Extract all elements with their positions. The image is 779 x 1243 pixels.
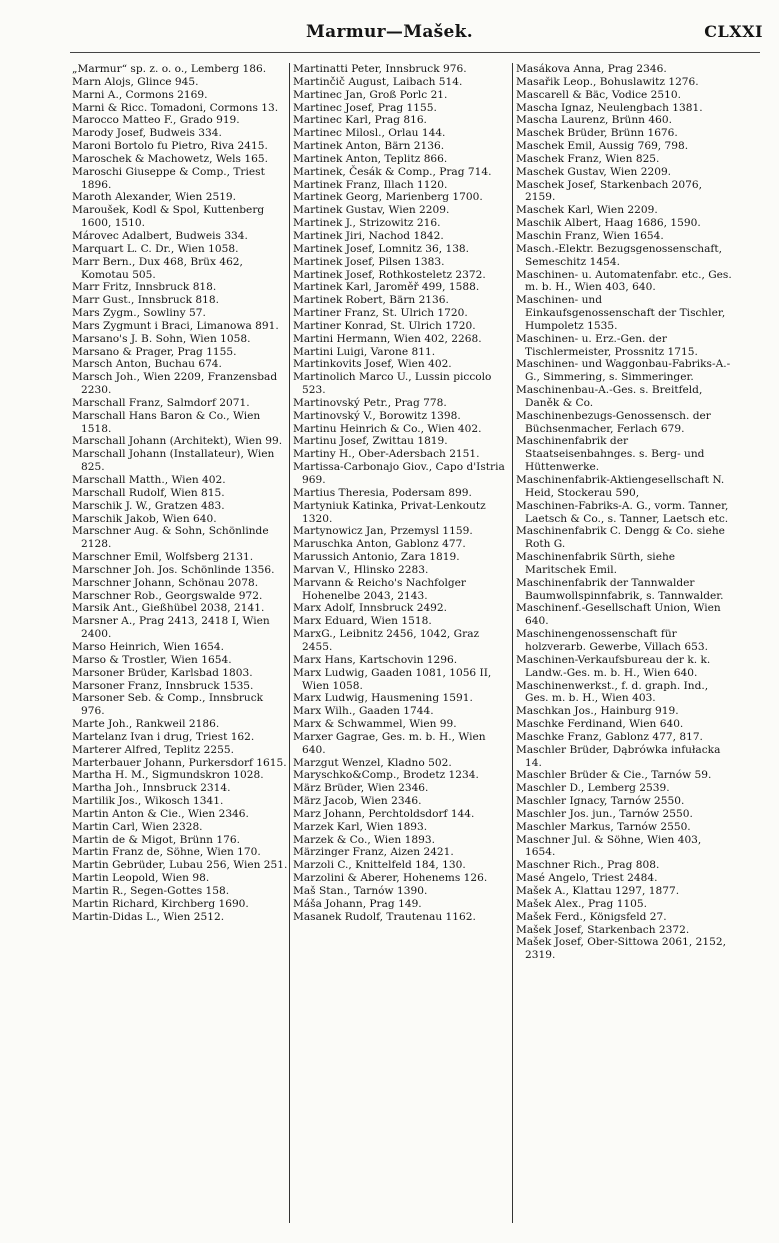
directory-entry: Martyniuk Katinka, Privat-Lenkoutz 1320.: [293, 499, 486, 525]
directory-entry: Maschinen- u. Erz.-Gen. der Tischlermeister, Prossnitz 1715.: [516, 332, 698, 358]
directory-entry: Maschinenbezugs-Genossensch. der Büchsenmacher, Ferlach 679.: [516, 409, 711, 435]
header-rule: [70, 52, 760, 53]
directory-entry: Marr Gust., Innsbruck 818.: [72, 294, 219, 307]
directory-entry: Maroth Alexander, Wien 2519.: [72, 191, 237, 204]
directory-entry: Martinec Jan, Groß Porlc 21.: [293, 88, 448, 101]
directory-entry: Maschinenbau-A.-Ges. s. Breitfeld, Daněk & Co.: [516, 384, 703, 409]
directory-entry: Martinu Heinrich & Co., Wien 402.: [293, 422, 482, 435]
directory-entry: Marso & Trostler, Wien 1654.: [72, 653, 232, 666]
directory-entry: Maschner Rich., Prag 808.: [516, 859, 660, 872]
directory-entry: Marx & Schwammel, Wien 99.: [293, 718, 457, 731]
directory-entry: Maschkan Jos., Hainburg 919.: [516, 705, 679, 718]
directory-entry: Marsoner Franz, Innsbruck 1535.: [72, 679, 254, 692]
directory-entry: Maschinenf.-Gesellschaft Union, Wien 640.: [516, 602, 721, 628]
directory-entry: Maschek Franz, Wien 825.: [516, 152, 660, 165]
directory-entry: Marzgut Wenzel, Kladno 502.: [293, 756, 452, 769]
directory-entry: Marschall Hans Baron & Co., Wien 1518.: [72, 409, 261, 435]
directory-entry: Maschek Brüder, Brünn 1676.: [516, 127, 678, 140]
directory-entry: Maschinengenossenschaft für holzverarb. Gewerbe, Villach 653.: [516, 628, 708, 653]
directory-entry: Marschall Johann (Installateur), Wien 825.: [72, 448, 275, 474]
directory-entry: Marsik Ant., Gießhübel 2038, 2141.: [72, 602, 265, 615]
directory-entry: Marschner Rob., Georgswalde 972.: [72, 589, 263, 602]
directory-entry: Mašek A., Klattau 1297, 1877.: [516, 885, 680, 897]
directory-entry: Marzek Karl, Wien 1893.: [293, 820, 428, 833]
directory-entry: Mars Zygmunt i Braci, Limanowa 891.: [72, 319, 279, 332]
directory-entry: Marschik Jakob, Wien 640.: [72, 512, 217, 525]
directory-entry: Marschner Aug. & Sohn, Schönlinde 2128.: [72, 525, 269, 551]
directory-entry: Maschinenfabrik der Tannwalder Baumwollspinnfabrik, s. Tannwalder.: [516, 576, 724, 602]
directory-entry: Marn Alojs, Glince 945.: [72, 75, 199, 88]
directory-entry: Maschinenfabrik-Aktiengesellschaft N. Heid, Stockerau 590,: [516, 474, 725, 499]
directory-entry: Marschner Emil, Wolfsberg 2131.: [72, 551, 254, 564]
directory-entry: Marquart L. C. Dr., Wien 1058.: [72, 242, 239, 255]
directory-entry: Martinatti Peter, Innsbruck 976.: [293, 63, 467, 75]
directory-entry: Maschinenfabrik der Staatseisenbahnges. s. Berg- und Hüttenwerke.: [516, 435, 705, 474]
directory-entry: Masé Angelo, Triest 2484.: [516, 872, 658, 885]
directory-entry: Marsano's J. B. Sohn, Wien 1058.: [72, 332, 251, 345]
directory-entry: Martilik Jos., Wikosch 1341.: [72, 795, 224, 808]
directory-entry: MarxG., Leibnitz 2456, 1042, Graz 2455.: [293, 628, 480, 653]
directory-entry: Mašek Josef, Ober-Sittowa 2061, 2152, 2319.: [516, 936, 726, 962]
directory-entry: Martinek Josef, Rothkosteletz 2372.: [293, 268, 486, 281]
directory-entry: Marschall Franz, Salmdorf 2071.: [72, 396, 250, 409]
directory-entry: Marschall Matth., Wien 402.: [72, 474, 226, 486]
directory-entry: Martinek Anton, Bärn 2136.: [293, 140, 445, 153]
directory-entry: Martinek Karl, Jaroměř 499, 1588.: [293, 281, 480, 294]
directory-entry: Martinovský V., Borowitz 1398.: [293, 409, 461, 422]
directory-entry: Maruschka Anton, Gablonz 477.: [293, 538, 466, 551]
directory-entry: Marx Ludwig, Hausmening 1591.: [293, 692, 473, 705]
directory-entry: Maroni Bortolo fu Pietro, Riva 2415.: [72, 140, 268, 153]
directory-entry: Martinek Gustav, Wien 2209.: [293, 204, 450, 217]
directory-entry: Martinek Georg, Marienberg 1700.: [293, 191, 483, 204]
directory-entry: Marzoli C., Knittelfeld 184, 130.: [293, 859, 466, 872]
directory-entry: Martinek J., Strizowitz 216.: [293, 217, 441, 230]
directory-entry: Marschner Johann, Schönau 2078.: [72, 576, 259, 589]
directory-entry: Martinek Franz, Illach 1120.: [293, 178, 448, 191]
directory-entry: Marr Fritz, Innsbruck 818.: [72, 281, 217, 294]
directory-entry: Marte Joh., Rankweil 2186.: [72, 718, 220, 731]
directory-entry: Marr Bern., Dux 468, Brüx 462, Komotau 505.: [72, 255, 243, 281]
directory-entry: Maryschko&Comp., Brodetz 1234.: [293, 769, 479, 782]
directory-entry: „Marmur“ sp. z. o. o., Lemberg 186.: [72, 63, 267, 75]
directory-entry: Maroschek & Machowetz, Wels 165.: [72, 152, 268, 165]
directory-entry: Martelanz Ivan i drug, Triest 162.: [72, 730, 255, 743]
directory-column-3: [512, 63, 734, 1223]
directory-entry: Martinek, Česák & Comp., Prag 714.: [293, 165, 492, 178]
directory-entry: Martinek Jiri, Nachod 1842.: [293, 229, 444, 242]
directory-entry: Maschek Josef, Starkenbach 2076, 2159.: [516, 178, 702, 204]
directory-entry: Maschke Franz, Gablonz 477, 817.: [516, 730, 703, 743]
directory-entry: Maschler Brüder, Dąbrówka infułacka 14.: [516, 743, 721, 769]
directory-entry: Martinec Josef, Prag 1155.: [293, 101, 437, 114]
directory-entry: Maschinen- und Waggonbau-Fabriks-A.-G., Simmering, s. Simmeringer.: [516, 358, 731, 384]
directory-entry: Marschall Johann (Architekt), Wien 99.: [72, 435, 283, 448]
directory-entry: Marsch Anton, Buchau 674.: [72, 358, 222, 371]
directory-entry: Mars Zygm., Sowliny 57.: [72, 307, 206, 320]
page-number: CLXXI: [704, 22, 763, 41]
directory-entry: Marni A., Cormons 2169.: [72, 88, 208, 101]
directory-entry: Marx Eduard, Wien 1518.: [293, 615, 432, 628]
directory-entry: Martiner Franz, St. Ulrich 1720.: [293, 307, 468, 320]
directory-entry: Martinovský Petr., Prag 778.: [293, 396, 447, 409]
directory-entry: Maschner Jul. & Söhne, Wien 403, 1654.: [516, 833, 702, 859]
directory-entry: Marni & Ricc. Tomadoni, Cormons 13.: [72, 101, 279, 114]
page-header: [0, 22, 779, 46]
directory-entry: Marx Wilh., Gaaden 1744.: [293, 705, 434, 718]
directory-entry: Marocco Matteo F., Grado 919.: [72, 114, 240, 127]
directory-entry: Maschin Franz, Wien 1654.: [516, 229, 664, 242]
directory-entry: Martin R., Segen-Gottes 158.: [72, 885, 230, 897]
directory-entry: Martiny H., Ober-Adersbach 2151.: [293, 448, 480, 461]
directory-entry: Martinec Karl, Prag 816.: [293, 114, 427, 127]
directory-entry: Marvan V., Hlinsko 2283.: [293, 563, 429, 576]
directory-entry: Martini Luigi, Varone 811.: [293, 345, 436, 358]
directory-entry: Maschinen-Verkaufsbureau der k. k. Landw.-Ges. m. b. H., Wien 640.: [516, 653, 711, 679]
directory-entry: Martinčič August, Laibach 514.: [293, 75, 463, 88]
directory-entry: Martissa-Carbonajo Giov., Capo d'Istria 969.: [293, 461, 505, 486]
directory-entry: Martinec Milosl., Orlau 144.: [293, 127, 446, 140]
directory-column-2: [289, 63, 511, 1223]
directory-entry: Marx Adolf, Innsbruck 2492.: [293, 602, 448, 615]
directory-entry: Masanek Rudolf, Trautenau 1162.: [293, 910, 476, 923]
directory-entry: Marsch Joh., Wien 2209, Franzensbad 2230.: [72, 371, 278, 397]
directory-entry: Martinek Robert, Bärn 2136.: [293, 294, 449, 307]
directory-entry: Martius Theresia, Podersam 899.: [293, 486, 472, 499]
directory-entry: Mascarell & Bäc, Vodice 2510.: [516, 88, 682, 101]
directory-entry: Masch.-Elektr. Bezugsgenossenschaft, Semeschitz 1454.: [516, 242, 722, 268]
directory-column-1: [72, 63, 290, 924]
directory-entry: Maroschi Giuseppe & Comp., Triest 1896.: [72, 165, 265, 191]
directory-entry: Marsoner Seb. & Comp., Innsbruck 976.: [72, 692, 264, 718]
directory-entry: Martin-Didas L., Wien 2512.: [72, 910, 225, 923]
directory-entry: Martha H. M., Sigmundskron 1028.: [72, 769, 264, 782]
directory-entry: Marussich Antonio, Zara 1819.: [293, 551, 460, 564]
directory-entry: Martini Hermann, Wien 402, 2268.: [293, 332, 482, 345]
directory-entry: Masákova Anna, Prag 2346.: [516, 63, 667, 75]
directory-entry: Maš Stan., Tarnów 1390.: [293, 885, 428, 897]
directory-entry: Marterer Alfred, Teplitz 2255.: [72, 743, 234, 756]
directory-entry: Máša Johann, Prag 149.: [293, 897, 422, 910]
directory-entry: Marzek & Co., Wien 1893.: [293, 833, 435, 846]
directory-entry: Maschek Karl, Wien 2209.: [516, 204, 658, 217]
directory-entry: März Jacob, Wien 2346.: [293, 795, 422, 808]
directory-entry: Marsoner Brüder, Karlsbad 1803.: [72, 666, 253, 679]
directory-entry: Martin Anton & Cie., Wien 2346.: [72, 807, 249, 820]
directory-entry: Marx Ludwig, Gaaden 1081, 1056 II, Wien 1058.: [293, 666, 492, 692]
directory-entry: Martin Franz de, Söhne, Wien 170.: [72, 846, 261, 859]
directory-entry: Marschik J. W., Gratzen 483.: [72, 499, 225, 512]
directory-entry: Mascha Laurenz, Brünn 460.: [516, 114, 672, 127]
directory-entry: Marschall Rudolf, Wien 815.: [72, 486, 225, 499]
directory-entry: Martiner Konrad, St. Ulrich 1720.: [293, 319, 476, 332]
directory-entry: Marsner A., Prag 2413, 2418 I, Wien 2400.: [72, 615, 270, 641]
directory-entry: Maschler Jos. jun., Tarnów 2550.: [516, 807, 693, 820]
directory-entry: Martinek Anton, Teplitz 866.: [293, 152, 448, 165]
directory-entry: Maschinen-Fabriks-A. G., vorm. Tanner, Laetsch & Co., s. Tanner, Laetsch etc.: [516, 499, 729, 525]
directory-entry: Märzinger Franz, Aizen 2421.: [293, 846, 454, 859]
directory-entry: Maschke Ferdinand, Wien 640.: [516, 718, 684, 731]
directory-entry: Maschik Albert, Haag 1686, 1590.: [516, 217, 701, 230]
directory-entry: März Brüder, Wien 2346.: [293, 782, 429, 795]
directory-entry: Maschler Ignacy, Tarnów 2550.: [516, 795, 685, 808]
directory-entry: Maschler Markus, Tarnów 2550.: [516, 820, 691, 833]
directory-entry: Martin Gebrüder, Lubau 256, Wien 251.: [72, 859, 288, 872]
directory-entry: Maroušek, Kodl & Spol, Kuttenberg 1600, 1510.: [72, 204, 265, 230]
directory-entry: Marso Heinrich, Wien 1654.: [72, 640, 224, 653]
directory-entry: Maschek Emil, Aussig 769, 798.: [516, 140, 689, 153]
directory-entry: Maschinen- und Einkaufsgenossenschaft der Tischler, Humpoletz 1535.: [516, 294, 726, 332]
directory-entry: Martha Joh., Innsbruck 2314.: [72, 782, 231, 795]
directory-entry: Marzolini & Aberer, Hohenems 126.: [293, 872, 488, 885]
page-title: Marmur—Mašek.: [306, 22, 473, 42]
directory-entry: Martinolich Marco U., Lussin piccolo 523.: [293, 371, 492, 397]
directory-entry: Martin Carl, Wien 2328.: [72, 820, 203, 833]
directory-entry: Maschinenfabrik C. Dengg & Co. siehe Roth G.: [516, 525, 725, 551]
directory-entry: Martin Richard, Kirchberg 1690.: [72, 897, 249, 910]
directory-entry: Maschler D., Lemberg 2539.: [516, 782, 670, 795]
directory-entry: Marx Hans, Kartschovin 1296.: [293, 653, 458, 666]
directory-entry: Maschler Brüder & Cie., Tarnów 59.: [516, 769, 712, 782]
directory-entry: Marschner Joh. Jos. Schönlinde 1356.: [72, 563, 275, 576]
directory-entry: Masařik Leop., Bohuslawitz 1276.: [516, 75, 699, 88]
directory-entry: Martin Leopold, Wien 98.: [72, 872, 210, 885]
directory-entry: Maschek Gustav, Wien 2209.: [516, 165, 672, 178]
directory-entry: Maschinenwerkst., f. d. graph. Ind., Ges. m. b. H., Wien 403.: [516, 679, 709, 705]
directory-entry: Martinek Josef, Lomnitz 36, 138.: [293, 242, 470, 255]
directory-entry: Martinu Josef, Zwittau 1819.: [293, 435, 448, 448]
directory-entry: Marxer Gagrae, Ges. m. b. H., Wien 640.: [293, 730, 486, 756]
directory-entry: Martynowicz Jan, Przemysl 1159.: [293, 525, 473, 538]
directory-entry: Marz Johann, Perchtoldsdorf 144.: [293, 807, 475, 820]
directory-entry: Mašek Josef, Starkenbach 2372.: [516, 923, 690, 936]
directory-entry: Marody Josef, Budweis 334.: [72, 127, 222, 140]
directory-entry: Mascha Ignaz, Neulengbach 1381.: [516, 101, 703, 114]
directory-entry: Martin de & Migot, Brünn 176.: [72, 833, 240, 846]
directory-entry: Marvann & Reicho's Nachfolger Hohenelbe 2043, 2143.: [293, 576, 466, 602]
directory-entry: Márovec Adalbert, Budweis 334.: [72, 229, 248, 242]
directory-entry: Maschinen- u. Automatenfabr. etc., Ges. m. b. H., Wien 403, 640.: [516, 268, 732, 294]
directory-entry: Mašek Ferd., Königsfeld 27.: [516, 910, 667, 923]
directory-entry: Marterbauer Johann, Purkersdorf 1615.: [72, 756, 287, 769]
directory-entry: Maschinenfabrik Sürth, siehe Maritschek Emil.: [516, 551, 676, 576]
directory-entry: Martinkovits Josef, Wien 402.: [293, 358, 452, 371]
directory-entry: Martinek Josef, Pilsen 1383.: [293, 255, 445, 268]
directory-entry: Marsano & Prager, Prag 1155.: [72, 345, 237, 358]
directory-entry: Mašek Alex., Prag 1105.: [516, 897, 648, 910]
